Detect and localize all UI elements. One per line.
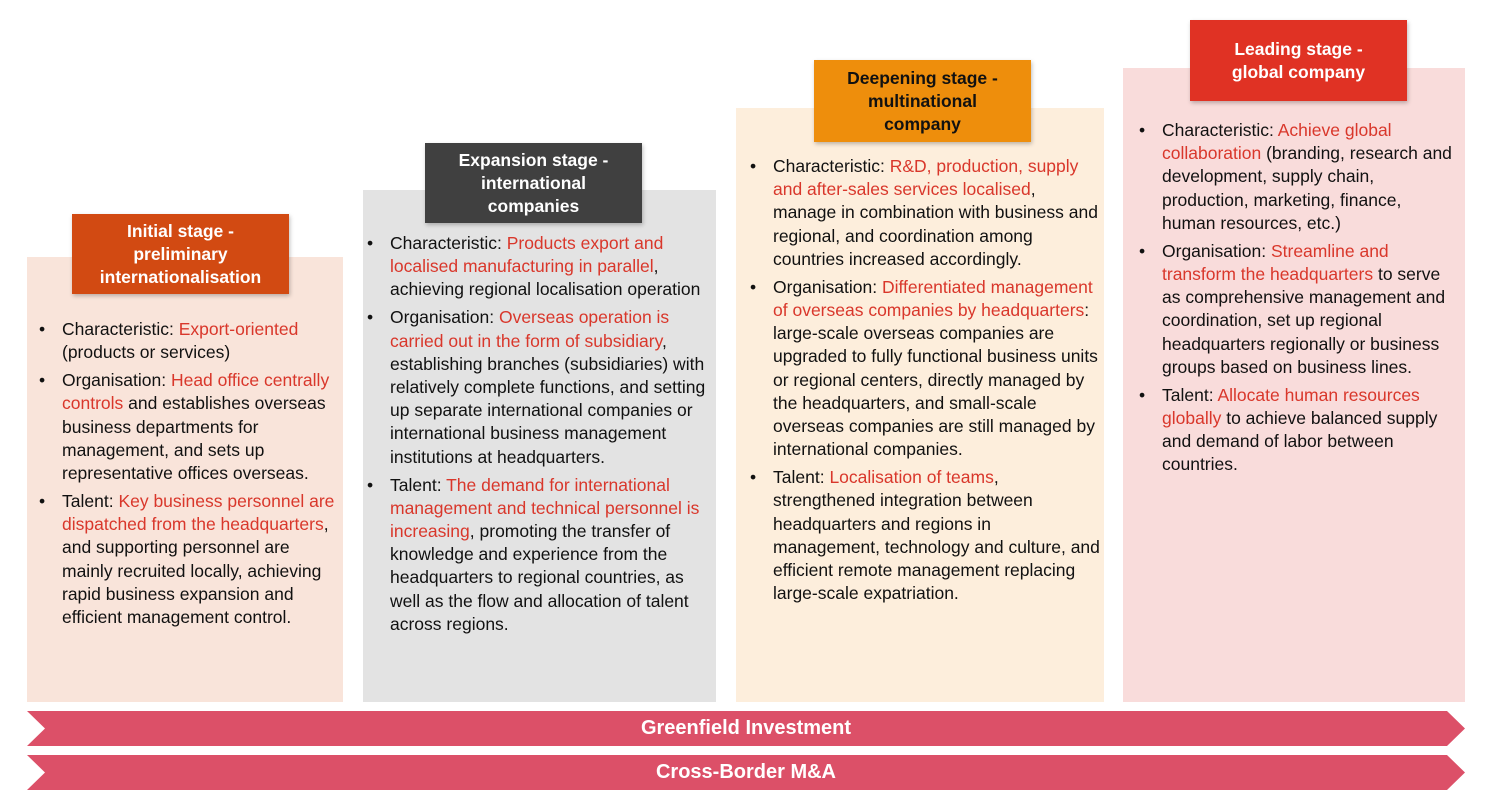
bullet-text: and establishes overseas business departments for management, and sets up representative offices overseas.: [62, 393, 326, 484]
bullet-label: Organisation:: [1162, 240, 1271, 261]
bullet-highlight: Allocate human resources globally: [1162, 384, 1420, 429]
bullet-organisation: [28, 369, 338, 485]
stage-title-line: Initial stage -: [127, 220, 234, 241]
bullet-highlight: Overseas operation is carried out in the form of subsidiary: [390, 307, 670, 351]
bullet-talent: [356, 474, 706, 636]
stage-title-line: Deepening stage -: [847, 67, 998, 88]
bullet-label: Talent:: [62, 491, 119, 512]
greenfield-investment-banner: [27, 711, 1465, 746]
bullet-text: , promoting the transfer of knowledge and experience from the headquarters to regional countries, as well as the flow and allocation of talent across regions.: [390, 521, 689, 634]
bullet-text: , establishing branches (subsidiaries) with relatively complete functions, and setting up separate international companies or international business management institutions at headquarters.: [390, 330, 706, 467]
bullet-text: (branding, research and development, supply chain, production, marketing, finance, human resources, etc.): [1162, 143, 1452, 233]
bullet-label: Talent:: [773, 467, 830, 488]
bullet-label: Organisation:: [62, 370, 171, 391]
stage-title-line: preliminary: [133, 243, 228, 264]
bullet-text: , manage in combination with business and regional, and coordination among countries increased accordingly.: [773, 179, 1098, 269]
bullet-text: , strengthened integration between headquarters and regions in management, technology and culture, and efficient remote management replacing large-scale expatriation.: [773, 467, 1100, 604]
bullet-organisation: [356, 306, 706, 468]
bullet-label: Characteristic:: [62, 319, 179, 339]
banner-label: Greenfield Investment: [640, 717, 852, 739]
stage-title-line: international: [480, 172, 586, 193]
bullet-highlight: Differentiated management of overseas companies by headquarters: [773, 276, 1093, 321]
bullet-highlight: Key business personnel are dispatched from the headquarters: [62, 491, 335, 535]
bullet-text: : large-scale overseas companies are upgraded to fully functional business units or regional centers, directly managed by the headquarters, and small-scale overseas companies are still managed by international companies.: [773, 300, 1098, 460]
cross-border-ma-banner: [27, 755, 1465, 790]
bullet-text: , and supporting personnel are mainly recruited locally, achieving rapid business expansion and efficient management control.: [62, 514, 329, 628]
stage-bullets-initial: [28, 318, 338, 634]
bullet-label: Organisation:: [390, 307, 499, 328]
bullet-highlight: The demand for international management and technical personnel is increasing: [390, 474, 700, 542]
stage-title-expansion: [425, 143, 642, 223]
bullet-highlight: Head office centrally controls: [62, 370, 330, 414]
bullet-talent: [28, 490, 338, 629]
stage-bullets-deepening: [739, 155, 1102, 610]
bullet-label: Organisation:: [773, 276, 882, 297]
stage-title-line: internationalisation: [99, 266, 262, 287]
bullet-label: Characteristic:: [390, 233, 507, 253]
bullet-characteristic: [739, 155, 1102, 271]
stage-title-line: multinational: [868, 90, 977, 111]
bullet-characteristic: [1128, 119, 1452, 235]
stage-title-line: company: [884, 113, 961, 134]
bullet-highlight: Export-oriented: [178, 319, 299, 339]
bullet-highlight: Achieve global collaboration: [1162, 120, 1392, 164]
bullet-characteristic: [28, 318, 338, 364]
stage-title-line: global company: [1231, 61, 1366, 82]
stage-title-line: Leading stage -: [1234, 38, 1363, 59]
bullet-highlight: R&D, production, supply and after-sales services localised: [773, 156, 1079, 200]
bullet-highlight: Streamline and transform the headquarters: [1162, 240, 1389, 285]
bullet-label: Characteristic:: [1162, 120, 1278, 140]
stage-title-leading: [1190, 20, 1407, 101]
stage-bullets-expansion: [356, 232, 706, 641]
stage-title-line: Expansion stage -: [458, 149, 609, 170]
bullet-label: Talent:: [390, 474, 447, 495]
bullet-organisation: [739, 276, 1102, 462]
bullet-text: to serve as comprehensive management and coordination, set up regional headquarters regionally or business groups based on business lines.: [1162, 264, 1446, 377]
bullet-text: to achieve balanced supply and demand of labor between countries.: [1162, 408, 1438, 475]
stage-bullets-leading: [1128, 119, 1452, 481]
stage-title-deepening: [814, 60, 1031, 142]
bullet-label: Talent:: [1162, 384, 1218, 405]
bullet-characteristic: [356, 232, 706, 302]
banner-label: Cross-Border M&A: [655, 761, 837, 783]
bullet-highlight: Products export and localised manufacturing in parallel: [390, 233, 664, 277]
bullet-highlight: Localisation of teams: [829, 467, 994, 488]
bullet-talent: [739, 466, 1102, 605]
stage-title-line: companies: [487, 195, 580, 216]
bullet-text: (products or services): [62, 342, 231, 363]
bullet-talent: [1128, 384, 1452, 477]
bullet-organisation: [1128, 240, 1452, 379]
bullet-label: Characteristic:: [773, 156, 890, 176]
stage-title-initial: [72, 214, 289, 294]
bullet-text: , achieving regional localisation operation: [390, 256, 701, 300]
